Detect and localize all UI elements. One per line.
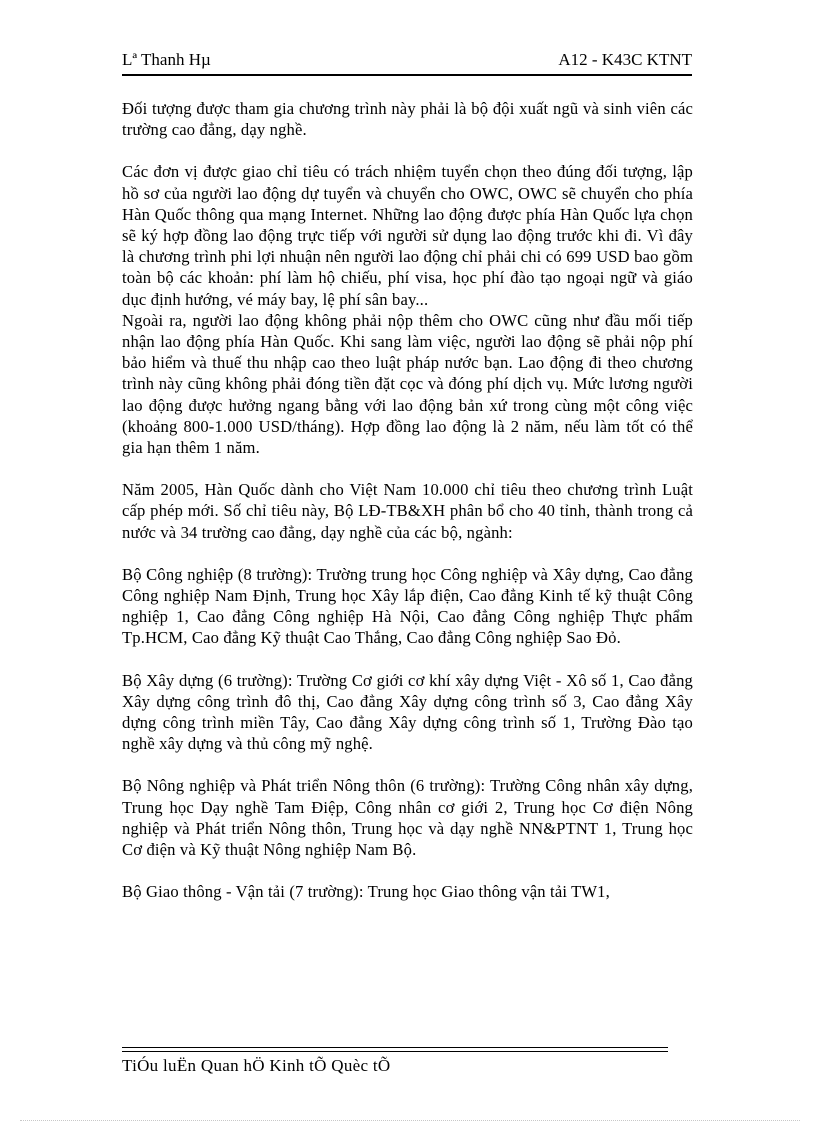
header-author: Lª Thanh Hµ <box>122 50 211 69</box>
paragraph-selection-process: Các đơn vị được giao chỉ tiêu có trách nhiệm tuyển chọn theo đúng đối tượng, lập hồ sơ của người lao động dự tuyển và chuyển cho OWC, OWC sẽ chuyển cho phía Hàn Quốc thông qua mạng Internet. Những lao động được phía Hàn Quốc lựa chọn sẽ ký hợp đồng lao động trực tiếp với người sử dụng lao động trước khi đi. Vì đây là chương trình phi lợi nhuận nên người lao động chỉ phải chi có 699 USD bao gồm toàn bộ các khoản: phí làm hộ chiếu, phí visa, học phí đào tạo ngoại ngữ và giáo dục định hướng, vé máy bay, lệ phí sân bay... <box>122 162 693 309</box>
paragraph-quota-2005: Năm 2005, Hàn Quốc dành cho Việt Nam 10.000 chỉ tiêu theo chương trình Luật cấp phép mới. Số chỉ tiêu này, Bộ LĐ-TB&XH phân bổ cho 40 tỉnh, thành trong cả nước và 34 trường cao đẳng, dạy nghề của các bộ, ngành: <box>122 480 693 542</box>
paragraph-fees-and-salary: Ngoài ra, người lao động không phải nộp thêm cho OWC cũng như đầu mối tiếp nhận lao động phía Hàn Quốc. Khi sang làm việc, người lao động sẽ phải nộp phí bảo hiểm và thuế thu nhập cao theo luật pháp nước bạn. Lao động đi theo chương trình này cũng không phải đóng tiền đặt cọc và đóng phí dịch vụ. Mức lương người lao động được hưởng ngang bằng với lao động bản xứ trong cùng một công việc (khoảng 800-1.000 USD/tháng). Hợp đồng lao động là 2 năm, nếu làm tốt có thể gia hạn thêm 1 năm. <box>122 310 693 458</box>
paragraph-ministry-agriculture: Bộ Nông nghiệp và Phát triển Nông thôn (6 trường): Trường Công nhân xây dựng, Trung học Dạy nghề Tam Điệp, Công nhân cơ giới 2, Trung học Cơ điện Nông nghiệp và Phát triển Nông thôn, Trung học và dạy nghề NN&PTNT 1, Trung học Cơ điện và Kỹ thuật Nông nghiệp Nam Bộ. <box>122 776 693 860</box>
paragraph-ministry-transport: Bộ Giao thông - Vận tải (7 trường): Trung học Giao thông vận tải TW1, <box>122 882 610 902</box>
footer-rule-top <box>122 1047 668 1048</box>
footer-rule-bottom <box>122 1051 668 1052</box>
page-footer: TiÓu luËn Quan hÖ Kinh tÕ Quèc tÕ <box>122 1056 391 1075</box>
page-edge-divider <box>20 1120 800 1121</box>
document-body <box>122 98 693 903</box>
paragraph-ministry-industry: Bộ Công nghiệp (8 trường): Trường trung học Công nghiệp và Xây dựng, Cao đẳng Công nghiệp Nam Định, Trung học Xây lắp điện, Cao đẳng Kinh tế kỹ thuật Công nghiệp 1, Cao đẳng Công nghiệp Hà Nội, Cao đẳng Công nghiệp Thực phẩm Tp.HCM, Cao đẳng Kỹ thuật Cao Thắng, Cao đẳng Công nghiệp Sao Đỏ. <box>122 564 693 648</box>
header-class-code: A12 - K43C KTNT <box>558 50 692 69</box>
paragraph-ministry-construction: Bộ Xây dựng (6 trường): Trường Cơ giới cơ khí xây dựng Việt - Xô số 1, Cao đẳng Xây dựng công trình đô thị, Cao đẳng Xây dựng công trình số 3, Cao đẳng Xây dựng công trình miền Tây, Cao đẳng Xây dựng công trình số 1, Trường Đào tạo nghề xây dựng và thủ công mỹ nghệ. <box>122 670 693 754</box>
page-header <box>122 50 692 76</box>
paragraph-eligibility: Đối tượng được tham gia chương trình này phải là bộ đội xuất ngũ và sinh viên các trường cao đẳng, dạy nghề. <box>122 99 693 140</box>
